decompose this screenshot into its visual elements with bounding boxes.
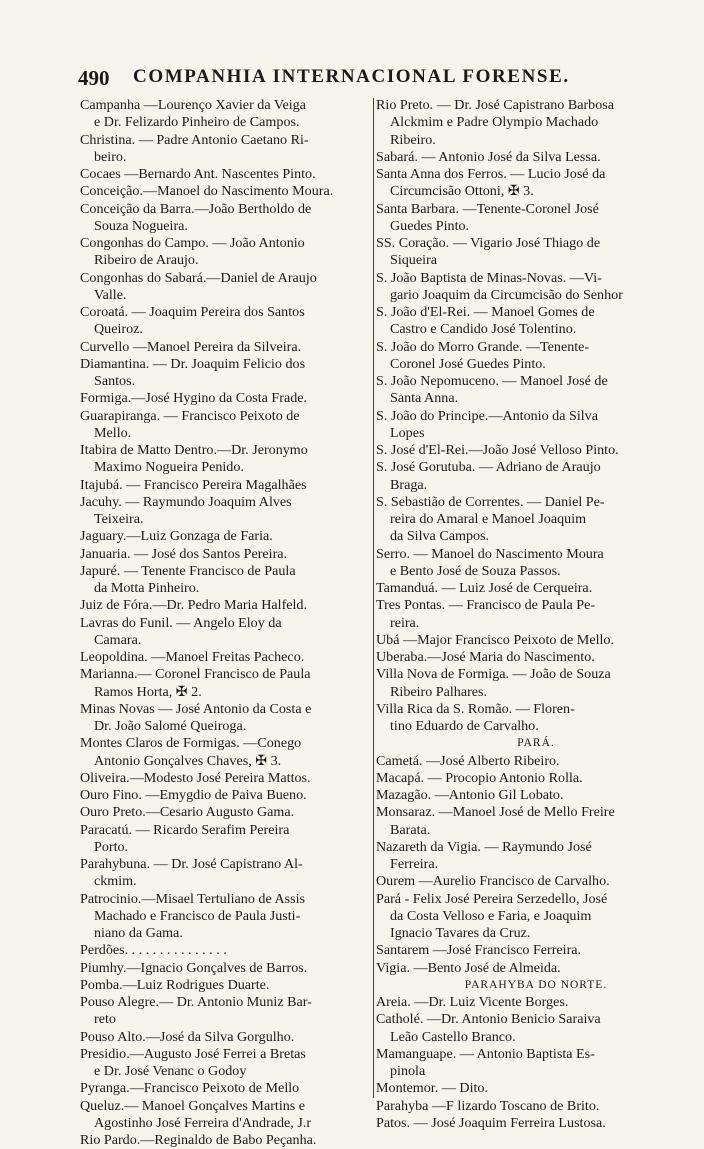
entry-line: Queiroz. (94, 321, 143, 338)
entry-line: Leopoldina. —Manoel Freitas Pacheco. (80, 649, 305, 665)
entry-line: Ferreira. (390, 856, 439, 872)
entry-line: Presidio.—Augusto José Ferrei a Bretas (80, 1045, 306, 1062)
entry-line: Dr. João Salomé Queiroga. (94, 718, 247, 734)
entry-line: Alckmim e Padre Olympio Machado (390, 114, 599, 131)
entry-line: S. Sebastião de Correntes. — Daniel Pe- (376, 493, 605, 510)
entry-line: Machado e Francisco de Paula Justi- (94, 907, 301, 924)
entry-line: Pouso Alto.—José da Silva Gorgulho. (80, 1028, 295, 1045)
entry-line: gario Joaquim da Circumcisão do Senhor (390, 286, 623, 303)
entry-line: Ourem —Aurelio Francisco de Carvalho. (376, 873, 610, 890)
entry-line: Jacuhy. — Raymundo Joaquim Alves (80, 493, 292, 510)
entry-line: Vigia. —Bento José de Almeida. (376, 959, 561, 976)
entry-line: Souza Nogueira. (94, 217, 188, 234)
page-header (78, 66, 638, 92)
entry-line: Camara. (94, 631, 142, 648)
entry-line: Perdões. . . . . . . . . . . . . . . (80, 942, 227, 959)
entry-line: Ouro Fino. —Emygdio de Paiva Bueno. (80, 787, 307, 803)
entry-line: Paracatú. — Ricardo Serafim Pereira (80, 821, 290, 838)
entry-line: Congonhas do Campo. — João Antonio (80, 235, 305, 251)
entry-line: Conceição da Barra.—João Bertholdo de (80, 200, 312, 217)
entry-line: Rio Pardo.—Reginaldo de Babo Peçanha. (80, 1132, 317, 1148)
section-heading: PARÁ. (517, 737, 555, 750)
entry-line: Uberaba.—José Maria do Nascimento. (376, 649, 595, 665)
entry-line: Santa Barbara. —Tenente-Coronel José (376, 200, 599, 217)
entry-line: S. João do Principe.—Antonio da Silva (376, 407, 598, 424)
entry-line: Ramos Horta, ✠ 2. (94, 683, 202, 700)
entry-line: da Costa Velloso e Faria, e Joaquim (390, 907, 592, 924)
entry-line: Parahyba —F lizardo Toscano de Brito. (376, 1097, 600, 1114)
entry-line: S. José d'El-Rei.—João José Velloso Pinto. (376, 442, 619, 458)
entry-line: Campanha —Lourenço Xavier da Veiga (80, 97, 306, 113)
left-column (80, 97, 372, 1149)
entry-line: SS. Coração. — Vigario José Thiago de (376, 235, 601, 251)
entry-line: Marianna.— Coronel Francisco de Paula (80, 666, 311, 683)
entry-line: Pouso Alegre.— Dr. Antonio Muniz Bar- (80, 994, 312, 1010)
entry-line: Minas Novas — José Antonio da Costa e (80, 700, 312, 717)
entry-line: Curvello —Manoel Pereira da Silveira. (80, 338, 302, 355)
entry-line: da Motta Pinheiro. (94, 580, 200, 596)
entry-line: Mello. (94, 424, 132, 441)
entry-line: Jaguary.—Luiz Gonzaga de Faria. (80, 528, 273, 545)
entry-line: Patrocinio.—Misael Tertuliano de Assis (80, 890, 306, 907)
entry-line: S. José Gorutuba. — Adriano de Araujo (376, 459, 601, 476)
entry-line: Queluz.— Manoel Gonçalves Martins e (80, 1097, 306, 1114)
entry-line: Monsaraz. —Manoel José de Mello Freire (376, 804, 615, 821)
entry-line: Ribeiro de Araujo. (94, 252, 199, 269)
entry-line: reira do Amaral e Manoel Joaquim (390, 511, 587, 527)
entry-line: Conceição.—Manoel do Nascimento Moura. (80, 183, 334, 200)
entry-line: Santarem —José Francisco Ferreira. (376, 942, 582, 959)
entry-line: Itabira de Matto Dentro.—Dr. Jeronymo (80, 442, 308, 458)
entry-line: S. João Nepomuceno. — Manoel José de (376, 373, 608, 389)
entry-line: Braga. (390, 476, 428, 493)
entry-line: ckmim. (94, 873, 137, 890)
entry-line: Cametá. —José Alberto Ribeiro. (376, 752, 560, 769)
entry-line: Tamanduá. — Luiz José de Cerqueira. (376, 580, 593, 596)
entry-line: Pyranga.—Francisco Peixoto de Mello (80, 1080, 300, 1097)
entry-line: beiro. (94, 148, 127, 165)
entry-line: Januaria. — José dos Santos Pereira. (80, 545, 288, 562)
entry-line: Ubá —Major Francisco Peixoto de Mello. (376, 631, 614, 648)
entry-line: Santos. (94, 373, 136, 389)
entry-line: Formiga.—José Hygino da Costa Frade. (80, 390, 308, 407)
entry-line: Lopes (390, 424, 425, 441)
page-number: 490 (78, 66, 110, 90)
entry-line: Barata. (390, 821, 431, 838)
entry-line: Christina. — Padre Antonio Caetano Ri- (80, 131, 309, 148)
entry-line: Macapá. — Procopio Antonio Rolla. (376, 769, 583, 786)
entry-line: Areia. —Dr. Luiz Vicente Borges. (376, 994, 569, 1010)
entry-line: Nazareth da Vigia. — Raymundo José (376, 838, 592, 855)
entry-line: Diamantina. — Dr. Joaquim Felicio dos (80, 355, 306, 372)
entry-line: niano da Gama. (94, 925, 183, 941)
entry-line: Villa Nova de Formiga. — João de Souza (376, 666, 611, 683)
entry-line: Catholé. —Dr. Antonio Benicio Saraiva (376, 1011, 601, 1028)
entry-line: Antonio Gonçalves Chaves, ✠ 3. (94, 752, 282, 769)
entry-line: Rio Preto. — Dr. José Capistrano Barbosa (376, 97, 615, 113)
entry-line: Itajubá. — Francisco Pereira Magalhães (80, 476, 307, 493)
entry-line: Montes Claros de Formigas. —Conego (80, 735, 302, 752)
entry-line: Coroatá. — Joaquim Pereira dos Santos (80, 304, 305, 320)
entry-line: Patos. — José Joaquim Ferreira Lustosa. (376, 1114, 606, 1131)
entry-line: Oliveira.—Modesto José Pereira Mattos. (80, 769, 311, 786)
entry-line: Valle. (94, 286, 127, 303)
entry-line: Teixeira. (94, 511, 144, 527)
entry-line: Agostinho José Ferreira d'Andrade, J.r (94, 1114, 312, 1131)
entry-line: Guarapiranga. — Francisco Peixoto de (80, 407, 300, 424)
entry-line: Pará - Felix José Pereira Serzedello, José (376, 890, 608, 907)
entry-line: da Silva Campos. (390, 528, 490, 545)
entry-line: Circumcisão Ottoni, ✠ 3. (390, 183, 534, 200)
entry-line: Porto. (94, 838, 129, 855)
entry-line: pinola (390, 1063, 426, 1079)
entry-line: Santa Anna. (390, 390, 459, 407)
entry-line: Pomba.—Luiz Rodrigues Duarte. (80, 976, 270, 993)
entry-line: tino Eduardo de Carvalho. (390, 718, 539, 734)
entry-line: Coronel José Guedes Pinto. (390, 355, 546, 372)
entry-line: Montemor. — Dito. (376, 1080, 488, 1097)
entry-line: e Bento José de Souza Passos. (390, 562, 561, 579)
running-title: COMPANHIA INTERNACIONAL FORENSE. (133, 66, 570, 87)
entry-line: Parahybuna. — Dr. José Capistrano Al- (80, 856, 303, 872)
entry-line: Japuré. — Tenente Francisco de Paula (80, 562, 296, 579)
entry-line: Tres Pontas. — Francisco de Paula Pe- (376, 597, 596, 614)
entry-line: Mazagão. —Antonio Gil Lobato. (376, 787, 564, 803)
entry-line: S. João Baptista de Minas-Novas. —Vi- (376, 269, 602, 286)
entry-line: reto (94, 1011, 116, 1028)
entry-line: Leão Castello Branco. (390, 1028, 516, 1045)
entry-line: Ouro Preto.—Cesario Augusto Gama. (80, 804, 295, 821)
entry-line: Santa Anna dos Ferros. — Lucio José da (376, 166, 606, 182)
entry-line: Lavras do Funil. — Angelo Eloy da (80, 614, 282, 631)
entry-line: Piumhy.—Ignacio Gonçalves de Barros. (80, 959, 308, 976)
entry-line: Juiz de Fóra.—Dr. Pedro Maria Halfeld. (80, 597, 308, 614)
entry-line: S. João do Morro Grande. —Tenente- (376, 338, 590, 355)
column-divider (373, 98, 374, 1098)
entry-line: S. João d'El-Rei. — Manoel Gomes de (376, 304, 595, 320)
entry-line: Villa Rica da S. Romão. — Floren- (376, 700, 575, 717)
right-column (376, 97, 696, 1132)
entry-line: Congonhas do Sabará.—Daniel de Araujo (80, 269, 317, 286)
entry-line: Siqueira (390, 252, 437, 269)
entry-line: Maximo Nogueira Penido. (94, 459, 244, 476)
entry-line: reira. (390, 614, 420, 631)
entry-line: Sabará. — Antonio José da Silva Lessa. (376, 148, 601, 165)
entry-line: Ignacio Tavares da Cruz. (390, 925, 531, 941)
entry-line: Ribeiro Palhares. (390, 683, 488, 700)
entry-line: e Dr. José Venanc o Godoy (94, 1063, 247, 1079)
entry-line: Mamanguape. — Antonio Baptista Es- (376, 1045, 595, 1062)
entry-line: Castro e Candido José Tolentino. (390, 321, 577, 338)
entry-line: Cocaes —Bernardo Ant. Nascentes Pinto. (80, 166, 316, 182)
entry-line: Guedes Pinto. (390, 217, 470, 234)
entry-line: Ribeiro. (390, 131, 436, 148)
entry-line: Serro. — Manoel do Nascimento Moura (376, 545, 604, 562)
entry-line: e Dr. Felizardo Pinheiro de Campos. (94, 114, 300, 131)
section-heading: PARAHYBA DO NORTE. (464, 978, 608, 991)
